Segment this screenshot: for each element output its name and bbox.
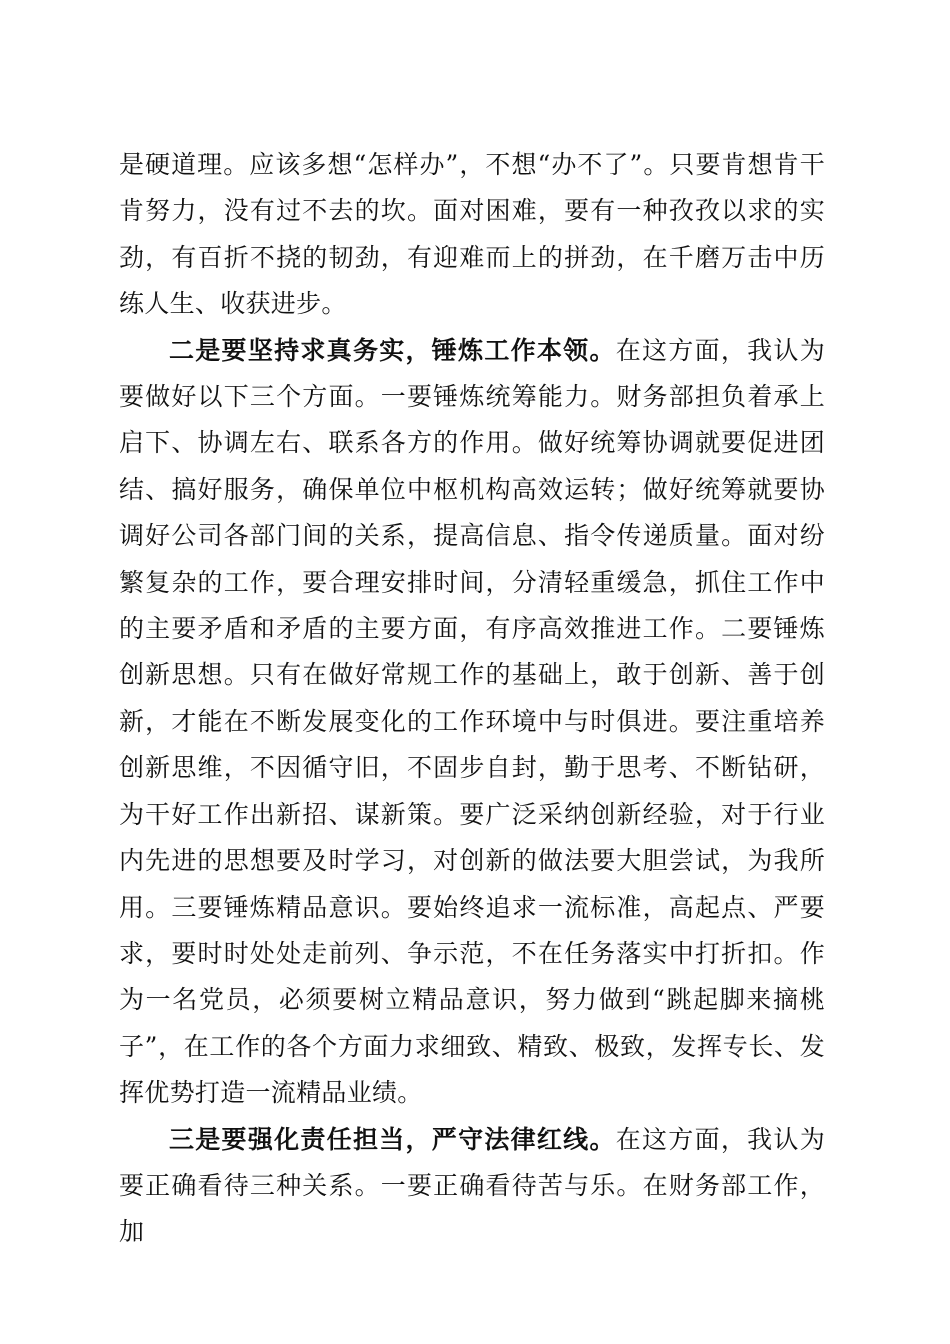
paragraph-section-three: [119, 1117, 825, 1256]
paragraph-text: 在这方面，我认为要做好以下三个方面。一要锤炼统筹能力。财务部担负着承上启下、协调左右、联系各方的作用。做好统筹协调就要促进团结、搞好服务，确保单位中枢机构高效运转；做好统筹就要协调好公司各部门间的关系，提高信息、指令传递质量。面对纷繁复杂的工作，要合理安排时间，分清轻重缓急，抓住工作中的主要矛盾和矛盾的主要方面，有序高效推进工作。二要锤炼创新思想。只有在做好常规工作的基础上，敢于创新、善于创新，才能在不断发展变化的工作环境中与时俱进。要注重培养创新思维，不因循守旧，不固步自封，勤于思考、不断钻研，为干好工作出新招、谋新策。要广泛采纳创新经验，对于行业内先进的思想要及时学习，对创新的做法要大胆尝试，为我所用。三要锤炼精品意识。要始终追求一流标准，高起点、严要求，要时时处处走前列、争示范，不在任务落实中打折扣。作为一名党员，必须要树立精品意识，努力做到“跳起脚来摘桃子”，在工作的各个方面力求细致、精致、极致，发挥专长、发挥优势打造一流精品业绩。: [119, 335, 826, 1108]
section-heading: 三是要强化责任担当，严守法律红线。: [169, 1124, 616, 1154]
paragraph-text: 是硬道理。应该多想“怎样办”，不想“办不了”。只要肯想肯干肯努力，没有过不去的坎。面对困难，要有一种孜孜以求的实劲，有百折不挠的韧劲，有迎难而上的拼劲，在千磨万击中历练人生、收获进步。: [119, 150, 825, 319]
body-text: [119, 142, 825, 1256]
paragraph-continuation: [119, 142, 825, 328]
section-heading: 二是要坚持求真务实，锤炼工作本领。: [169, 335, 616, 365]
paragraph-text: 在这方面，我认为要正确看待三种关系。一要正确看待苦与乐。在财务部工作，加: [119, 1124, 826, 1247]
paragraph-section-two: [119, 328, 825, 1117]
